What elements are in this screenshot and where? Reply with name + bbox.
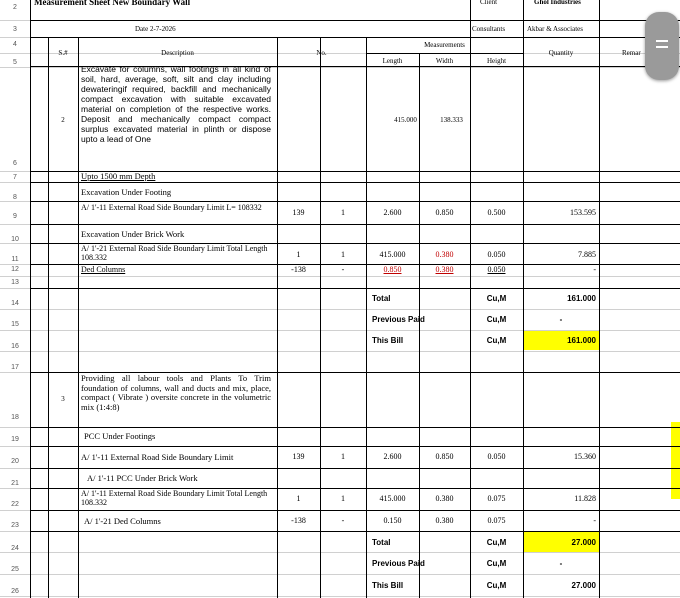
row-number[interactable]: 25 xyxy=(11,566,19,573)
row-desc: Ded Columns xyxy=(81,265,126,274)
row-length: 2.600 xyxy=(383,208,402,217)
row-number[interactable]: 20 xyxy=(11,458,19,465)
row-quantity: - xyxy=(593,265,596,274)
item-length: 415.000 xyxy=(394,116,417,124)
row-length: 2.600 xyxy=(383,452,402,461)
row-length: 0.850 xyxy=(383,265,402,274)
row-quantity: 7.885 xyxy=(578,250,596,259)
row-number[interactable]: 21 xyxy=(11,480,19,487)
row-count-b: 1 xyxy=(341,208,345,217)
row-desc: A/ 1'-11 External Road Side Boundary Limit Total Length 108.332 xyxy=(81,489,268,507)
subheading-upto-depth: Upto 1500 mm Depth xyxy=(81,171,156,181)
row-quantity: 153.595 xyxy=(570,208,596,217)
row-count-a: 139 xyxy=(292,452,305,461)
this-bill-unit: Cu,M xyxy=(486,336,507,345)
row-count-a: 139 xyxy=(292,208,305,217)
col-header-sno: S.# xyxy=(58,49,68,57)
row-length: 415.000 xyxy=(379,494,406,503)
row-number[interactable]: 16 xyxy=(11,343,19,350)
sheet-title: Measurement Sheet New Boundary Wall xyxy=(34,0,191,7)
row-height: 0.500 xyxy=(487,208,506,217)
row-desc: A/ 1'-21 Ded Columns xyxy=(84,516,161,526)
row-height: 0.050 xyxy=(487,452,506,461)
col-header-length: Length xyxy=(382,57,403,65)
row-quantity: 15.360 xyxy=(574,452,596,461)
row-count-b: - xyxy=(341,516,345,525)
item-description: Providing all labour tools and Plants To Trim foundation of columns, wall and ducts and mix, place, compact ( Vibrate ) oversite concrete in the volumetric mix (1:4:8) xyxy=(81,374,271,412)
total-label: Total xyxy=(372,538,391,547)
row-number[interactable]: 19 xyxy=(11,436,19,443)
row-count-b: - xyxy=(341,265,345,274)
date-label: Date 2-7-2026 xyxy=(135,25,176,33)
row-number[interactable]: 17 xyxy=(11,364,19,371)
row-desc: A/ 1'-11 External Road Side Boundary Limit xyxy=(81,452,234,462)
item-description: Excavate for columns, wall footings in all kind of soil, hard, average, soft, silt and clay including dewateringif required, backfill and mechanically compact excavation with suitable excavated material on completion of the respective works. Deposit and mechanically compact compact surplus excavated material in plinth or dispose upto a lead of One xyxy=(81,64,271,144)
previous-paid-label: Previous Paid xyxy=(372,315,425,324)
col-header-width: Width xyxy=(435,57,454,65)
total-value: 161.000 xyxy=(567,294,596,303)
consultants-value: Akbar & Associates xyxy=(527,25,583,33)
previous-paid-unit: Cu,M xyxy=(486,315,507,324)
row-length: 0.150 xyxy=(383,516,402,525)
row-number[interactable]: 22 xyxy=(11,501,19,508)
row-width: 0.850 xyxy=(435,452,454,461)
item-sno: 2 xyxy=(61,116,65,124)
row-number[interactable]: 3 xyxy=(13,26,17,33)
item-sno: 3 xyxy=(61,395,65,403)
row-count-b: 1 xyxy=(341,494,345,503)
row-number[interactable]: 2 xyxy=(13,4,17,11)
row-width: 0.380 xyxy=(435,516,454,525)
row-number[interactable]: 12 xyxy=(11,266,19,273)
item-width: 138.333 xyxy=(440,116,463,124)
row-width: 0.380 xyxy=(435,494,454,503)
total-unit: Cu,M xyxy=(486,538,507,547)
previous-paid-label: Previous Paid xyxy=(372,559,425,568)
subheading-excavation-footing: Excavation Under Footing xyxy=(81,187,172,197)
col-header-description: Description xyxy=(161,49,194,57)
this-bill-value: 27.000 xyxy=(571,581,596,590)
col-header-measurements: Measurements xyxy=(424,41,465,49)
row-count-a: 1 xyxy=(296,494,301,503)
row-count-a: -138 xyxy=(291,516,306,525)
row-height: 0.050 xyxy=(487,265,506,274)
row-number[interactable]: 14 xyxy=(11,300,19,307)
handle-bar-icon xyxy=(656,46,668,48)
row-height: 0.075 xyxy=(487,494,506,503)
total-label: Total xyxy=(372,294,391,303)
total-unit: Cu,M xyxy=(486,294,507,303)
previous-paid-unit: Cu,M xyxy=(486,559,507,568)
row-number[interactable]: 18 xyxy=(11,414,19,421)
row-desc: A/ 1'-21 External Road Side Boundary Limit Total Length 108.332 xyxy=(81,244,268,262)
row-number[interactable]: 24 xyxy=(11,545,19,552)
subheading-excavation-brick: Excavation Under Brick Work xyxy=(81,229,185,239)
row-count-b: 1 xyxy=(341,452,345,461)
row-number[interactable]: 13 xyxy=(11,279,19,286)
handle-bar-icon xyxy=(656,40,668,42)
row-count-b: 1 xyxy=(341,250,345,259)
client-value: Ghol Industries xyxy=(534,0,581,6)
row-number[interactable]: 9 xyxy=(13,213,17,220)
row-number[interactable]: 6 xyxy=(13,160,17,167)
row-number[interactable]: 15 xyxy=(11,321,19,328)
col-header-height: Height xyxy=(486,57,507,65)
row-number[interactable]: 5 xyxy=(13,59,17,66)
row-number[interactable]: 8 xyxy=(13,194,17,201)
client-label: Client xyxy=(480,0,498,6)
row-number[interactable]: 7 xyxy=(13,174,17,181)
row-quantity: - xyxy=(593,516,596,525)
col-header-quantity: Quantity xyxy=(548,49,574,57)
row-height: 0.050 xyxy=(487,250,506,259)
previous-paid-value: - xyxy=(559,315,563,324)
row-number[interactable]: 10 xyxy=(11,236,19,243)
col-header-remarks: Remar xyxy=(622,49,641,57)
row-number[interactable]: 4 xyxy=(13,41,17,48)
row-number[interactable]: 23 xyxy=(11,522,19,529)
row-count-a: -138 xyxy=(291,265,306,274)
row-quantity: 11.828 xyxy=(574,494,596,503)
this-bill-value: 161.000 xyxy=(567,336,596,345)
row-desc: A/ 1'-11 External Road Side Boundary Limit L= 108332 xyxy=(81,203,262,212)
row-number[interactable]: 11 xyxy=(11,256,19,263)
row-length: 415.000 xyxy=(379,250,406,259)
total-value: 27.000 xyxy=(571,538,596,547)
row-height: 0.075 xyxy=(487,516,506,525)
this-bill-label: This Bill xyxy=(372,336,404,345)
side-panel-handle[interactable] xyxy=(645,12,679,80)
this-bill-label: This Bill xyxy=(372,581,404,590)
previous-paid-value: - xyxy=(559,559,563,568)
row-desc: A/ 1'-11 PCC Under Brick Work xyxy=(87,473,198,483)
row-number[interactable]: 26 xyxy=(11,588,19,595)
consultants-label: Consultants xyxy=(472,25,506,33)
this-bill-unit: Cu,M xyxy=(486,581,507,590)
row-count-a: 1 xyxy=(296,250,301,259)
subheading-pcc-footings: PCC Under Footings xyxy=(84,431,156,441)
col-header-no: No. xyxy=(316,49,327,57)
row-width: 0.850 xyxy=(435,208,454,217)
row-width: 0.380 xyxy=(435,250,454,259)
row-width: 0.380 xyxy=(435,265,454,274)
